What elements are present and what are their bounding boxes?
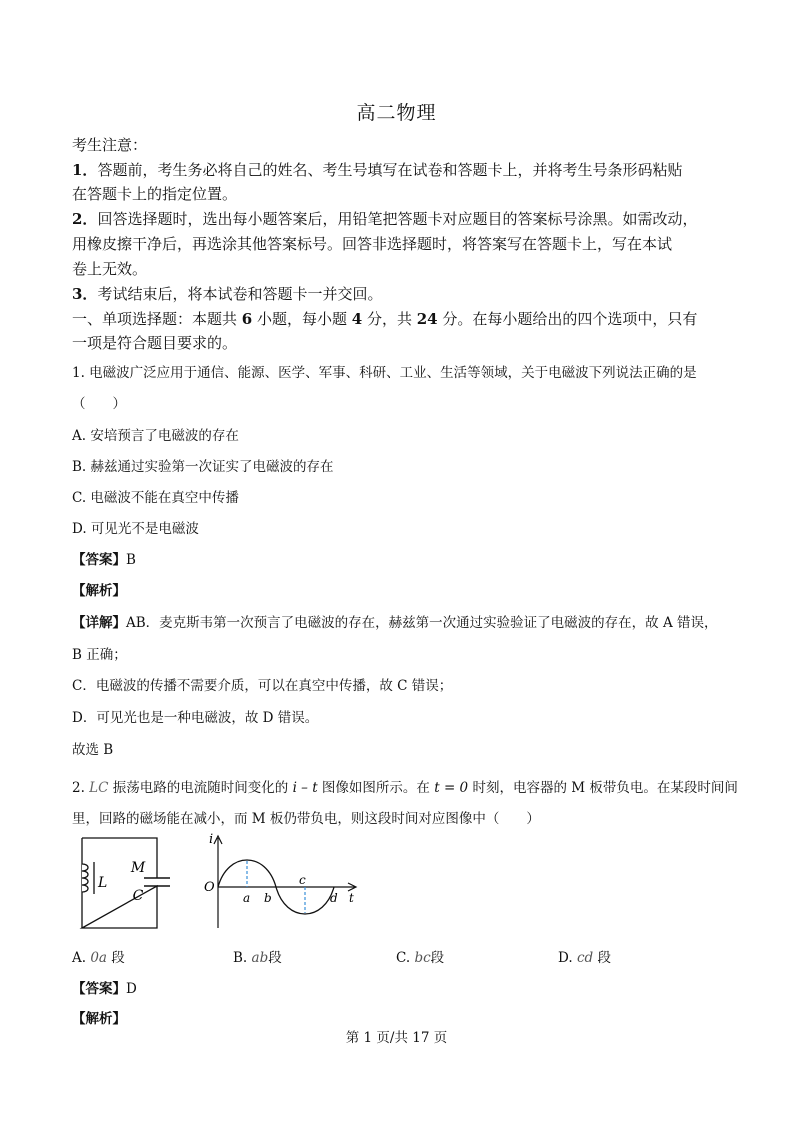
notice-text: 在答题卡上的指定位置。 bbox=[72, 185, 238, 203]
lc-circuit-diagram bbox=[72, 832, 182, 936]
analysis-tag: 【解析】 bbox=[72, 583, 126, 599]
option-letter: B. bbox=[233, 950, 248, 966]
q1-option-a: A. 安培预言了电磁波的存在 bbox=[72, 428, 239, 444]
option-suffix: 段 bbox=[430, 950, 445, 966]
q2-stem bbox=[72, 776, 738, 796]
label-c: C bbox=[132, 888, 144, 904]
notice-heading: 考生注意： bbox=[72, 136, 148, 154]
page-footer: 第 1 页/共 17 页 bbox=[345, 1030, 448, 1046]
label-d: d bbox=[330, 891, 338, 905]
option-var: bc bbox=[414, 950, 431, 966]
section-text: 一、单项选择题：本题共 bbox=[72, 310, 242, 328]
option-suffix: 段 bbox=[111, 950, 125, 966]
circuit-wire bbox=[82, 838, 157, 878]
answer-tag: 【答案】 bbox=[72, 981, 126, 997]
q1-option-d: D. 可见光不是电磁波 bbox=[72, 521, 199, 537]
q1-conclusion: 故选 B bbox=[72, 742, 114, 758]
answer-tag: 【答案】 bbox=[72, 552, 126, 568]
q1-stem-bracket: （ ） bbox=[72, 396, 126, 412]
option-var: cd bbox=[576, 950, 594, 966]
q2-number: 2. bbox=[72, 780, 90, 796]
notice-text: 答题前，考生务必将自己的姓名、考生号填写在试卷和答题卡上，并将考生号条形码粘贴 bbox=[97, 161, 683, 179]
q2-analysis-tag bbox=[72, 1007, 126, 1027]
option-suffix: 段 bbox=[268, 950, 282, 966]
label-t: t bbox=[349, 891, 354, 905]
label-c: c bbox=[299, 873, 306, 887]
q2-stem-line2: 里，回路的磁场能在减小，而 M 板仍带负电，则这段时间对应图像中（ ） bbox=[72, 811, 540, 827]
section-text: 小题，每小题 bbox=[252, 310, 352, 328]
q1-detail-line4: D．可见光也是一种电磁波，故 D 错误。 bbox=[72, 710, 319, 726]
detail-tag: 【详解】 bbox=[72, 615, 126, 631]
q1-detail bbox=[72, 611, 718, 631]
page-title: 高二物理 bbox=[356, 102, 437, 124]
notice-item-1 bbox=[72, 159, 682, 180]
option-letter: A. bbox=[72, 950, 87, 966]
label-m: M bbox=[130, 860, 146, 876]
inductor-coil bbox=[82, 864, 88, 892]
question-count: 6 bbox=[241, 310, 253, 328]
section-header bbox=[72, 308, 697, 329]
q1-stem: 1. 电磁波广泛应用于通信、能源、医学、军事、科研、工业、生活等领域，关于电磁波下列说法正确的是 bbox=[72, 365, 697, 381]
label-l: L bbox=[98, 875, 108, 891]
score-total: 24 bbox=[416, 310, 438, 328]
notice-text: 回答选择题时，选出每小题答案后，用铅笔把答题卡对应题目的答案标号涂黑。如需改动， bbox=[97, 210, 698, 228]
q1-analysis-tag bbox=[72, 579, 126, 599]
q2-lc-term: LC bbox=[89, 780, 109, 796]
q2-it-term: i – t bbox=[292, 780, 318, 796]
option-var: ab bbox=[251, 950, 269, 966]
option-suffix: 段 bbox=[597, 950, 611, 966]
score-each: 4 bbox=[351, 310, 363, 328]
q1-option-b: B. 赫兹通过实验第一次证实了电磁波的存在 bbox=[72, 459, 334, 475]
q2-text: 振荡电路的电流随时间变化的 bbox=[108, 780, 293, 796]
q1-answer bbox=[72, 548, 136, 568]
notice-text: 考试结束后，将本试卷和答题卡一并交回。 bbox=[97, 285, 383, 303]
section-text: 分，共 bbox=[362, 310, 417, 328]
q2-answer bbox=[72, 977, 137, 997]
option-letter: D. bbox=[558, 950, 573, 966]
notice-text: 卷上无效。 bbox=[72, 260, 148, 278]
q2-option-c bbox=[396, 946, 444, 966]
q1-detail-line2: B 正确； bbox=[72, 647, 127, 663]
item-number: 2． bbox=[72, 210, 98, 228]
option-var: 0a bbox=[90, 950, 107, 966]
q2-option-b bbox=[233, 946, 282, 966]
label-i: i bbox=[209, 832, 214, 847]
label-o: O bbox=[204, 880, 215, 895]
analysis-tag: 【解析】 bbox=[72, 1011, 126, 1027]
q2-text: 时刻，电容器的 M 板带负电。在某段时间间 bbox=[468, 780, 738, 796]
q2-option-d bbox=[558, 946, 611, 966]
notice-text: 用橡皮擦干净后，再选涂其他答案标号。回答非选择题时，将答案写在答题卡上，写在本试 bbox=[72, 235, 673, 253]
q1-option-c: C. 电磁波不能在真空中传播 bbox=[72, 490, 239, 506]
label-b: b bbox=[264, 891, 272, 905]
section-header-line2: 一项是符合题目要求的。 bbox=[72, 334, 238, 352]
item-number: 3． bbox=[72, 285, 98, 303]
detail-text: AB．麦克斯韦第一次预言了电磁波的存在，赫兹第一次通过实验验证了电磁波的存在，故 A 错误， bbox=[126, 615, 718, 631]
notice-item-2 bbox=[72, 208, 697, 229]
q2-t0-term: t = 0 bbox=[434, 780, 469, 796]
label-a: a bbox=[243, 891, 251, 905]
notice-item-3 bbox=[72, 283, 382, 304]
answer-value: D bbox=[126, 981, 137, 997]
answer-value: B bbox=[126, 552, 136, 568]
section-text: 分。在每小题给出的四个选项中，只有 bbox=[437, 310, 698, 328]
option-letter: C. bbox=[396, 950, 411, 966]
i-t-graph bbox=[200, 828, 365, 934]
item-number: 1． bbox=[72, 161, 98, 179]
q1-detail-line3: C．电磁波的传播不需要介质，可以在真空中传播，故 C 错误； bbox=[72, 678, 453, 694]
circuit-wire bbox=[82, 886, 157, 928]
q2-text: 图像如图所示。在 bbox=[317, 780, 435, 796]
q2-option-a bbox=[72, 946, 125, 966]
